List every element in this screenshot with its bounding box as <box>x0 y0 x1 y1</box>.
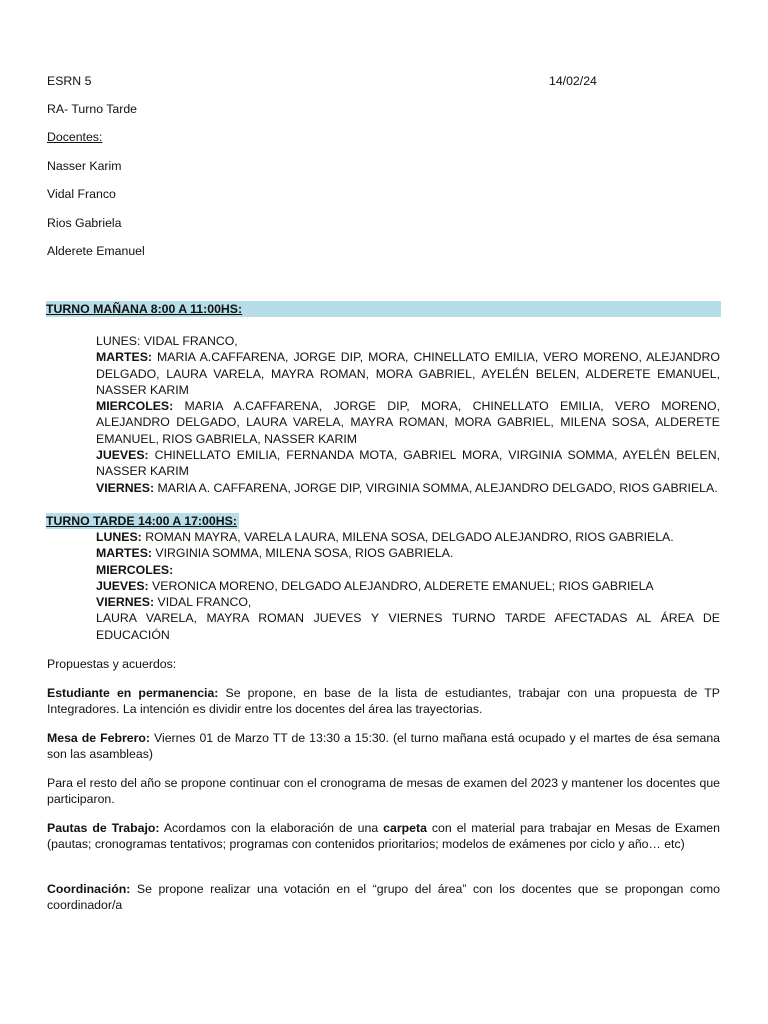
paragraph-coordinacion <box>47 881 720 914</box>
afternoon-schedule <box>96 529 720 643</box>
pautas-bold: carpeta <box>383 821 427 835</box>
morning-shift-title: TURNO MAÑANA 8:00 A 11:00HS: <box>46 301 721 317</box>
day-teachers: : VIDAL FRANCO, <box>137 334 238 348</box>
mesa-text: Viernes 01 de Marzo TT de 13:30 a 15:30. (el turno mañana está ocupado y el martes de ésa semana son las asambleas) <box>47 731 720 762</box>
school-name: ESRN 5 <box>47 74 92 88</box>
schedule-row <box>96 529 720 545</box>
teacher-name: Rios Gabriela <box>47 216 122 230</box>
coord-label: Coordinación: <box>47 882 131 896</box>
teacher-name: Vidal Franco <box>47 187 116 201</box>
coord-text: Se propone realizar una votación en el “grupo del área” con los docentes que se propongan como coordinador/a <box>47 882 720 913</box>
day-teachers: VIDAL FRANCO, <box>154 595 252 610</box>
day-label: JUEVES: <box>96 448 149 463</box>
day-teachers: ROMAN MAYRA, VARELA LAURA, MILENA SOSA, DELGADO ALEJANDRO, RIOS GABRIELA. <box>141 530 674 544</box>
day-label: JUEVES: <box>96 578 149 593</box>
schedule-row <box>96 594 720 610</box>
day-label: MARTES: <box>96 350 153 365</box>
pautas-text-cont: con el material para trabajar en Mesas de Examen (pautas; cronogramas tentativos; programas con contenidos prioritarios; modelos de exámenes por ciclo y año… etc) <box>47 821 720 852</box>
paragraph-estudiante <box>47 685 720 718</box>
paragraph-pautas <box>47 820 720 853</box>
day-label: MARTES: <box>96 546 153 561</box>
afternoon-note: LAURA VARELA, MAYRA ROMAN JUEVES Y VIERNES TURNO TARDE AFECTADAS AL ÁREA DE EDUCACIÓN <box>96 611 720 642</box>
morning-schedule <box>96 333 720 496</box>
day-label: MIERCOLES: <box>96 399 174 414</box>
paragraph-resto <box>47 775 720 808</box>
schedule-row <box>96 562 720 578</box>
docentes-heading: Docentes: <box>47 130 103 144</box>
mesa-label: Mesa de Febrero: <box>47 731 150 745</box>
day-label: VIERNES: <box>96 595 155 610</box>
day-teachers: VIRGINIA SOMMA, MILENA SOSA, RIOS GABRIELA. <box>152 546 454 561</box>
day-label: LUNES <box>96 334 138 348</box>
teacher-name: Nasser Karim <box>47 159 122 173</box>
day-teachers: MARIA A.CAFFARENA, JORGE DIP, MORA, CHINELLATO EMILIA, VERO MORENO, ALEJANDRO DELGADO, LAURA VARELA, MAYRA ROMAN, MORA GABRIEL, AYELÉN BELEN, ALDERETE EMANUEL, NASSER KARIM <box>96 350 720 397</box>
paragraph-mesa <box>47 730 720 763</box>
day-label: LUNES: <box>96 530 142 544</box>
teacher-name: Alderete Emanuel <box>47 244 145 258</box>
schedule-row <box>96 480 720 496</box>
estudiante-text: Se propone, en base de la lista de estudiantes, trabajar con una propuesta de TP Integradores. La intención es dividir entre los docentes del área las trayectorias. <box>47 686 720 717</box>
pautas-label: Pautas de Trabajo: <box>47 821 160 835</box>
schedule-row <box>96 578 720 594</box>
day-teachers: MARIA A. CAFFARENA, JORGE DIP, VIRGINIA SOMMA, ALEJANDRO DELGADO, RIOS GABRIELA. <box>154 480 718 495</box>
day-teachers: VERONICA MORENO, DELGADO ALEJANDRO, ALDERETE EMANUEL; RIOS GABRIELA <box>148 578 654 593</box>
day-label: VIERNES: <box>96 480 155 495</box>
document-date: 14/02/24 <box>549 74 597 88</box>
schedule-row <box>96 545 720 561</box>
schedule-row <box>96 333 720 349</box>
schedule-row <box>96 447 720 480</box>
shift-label: RA- Turno Tarde <box>47 102 137 116</box>
day-teachers: CHINELLATO EMILIA, FERNANDA MOTA, GABRIEL MORA, VIRGINIA SOMMA, AYELÉN BELEN, NASSER KARIM <box>96 448 720 479</box>
afternoon-shift-title: TURNO TARDE 14:00 A 17:00HS: <box>46 514 237 528</box>
day-label: MIERCOLES: <box>96 562 174 577</box>
proposals-heading: Propuestas y acuerdos: <box>47 657 177 671</box>
schedule-row <box>96 398 720 447</box>
resto-text: Para el resto del año se propone continuar con el cronograma de mesas de examen del 2023 y mantener los docentes que participaron. <box>47 776 720 807</box>
schedule-row <box>96 349 720 398</box>
estudiante-label: Estudiante en permanencia: <box>47 686 219 700</box>
day-teachers: MARIA A.CAFFARENA, JORGE DIP, MORA, CHINELLATO EMILIA, VERO MORENO, ALEJANDRO DELGADO, LAURA VARELA, MAYRA ROMAN, MORA GABRIEL, MILENA SOSA, ALDERETE EMANUEL, RIOS GABRIELA, NASSER KARIM <box>96 399 720 446</box>
pautas-text: Acordamos con la elaboración de una <box>159 821 384 835</box>
